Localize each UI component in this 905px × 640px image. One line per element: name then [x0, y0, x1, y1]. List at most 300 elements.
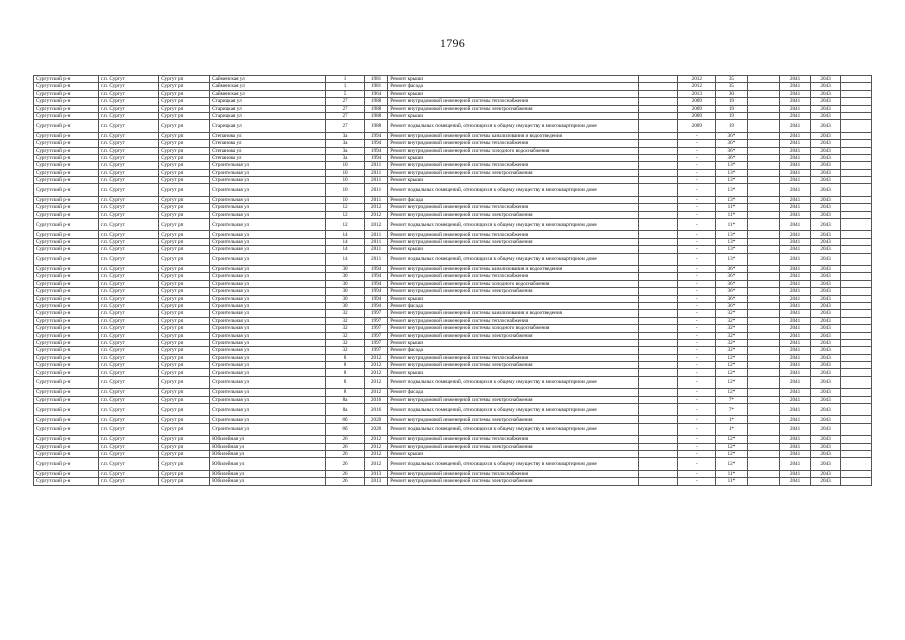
empty-cell	[841, 376, 872, 388]
house-number-cell: 30	[326, 273, 365, 280]
work-type-cell: Ремонт внутридомовой инженерной системы электроснабжения	[388, 105, 638, 112]
settlement-cell: г.п. Сургут	[99, 389, 159, 396]
settlement-cell: г.п. Сургут	[99, 354, 159, 361]
empty-cell	[841, 90, 872, 97]
district-cell: Сургутский р-н	[34, 211, 99, 218]
year-built-cell: 1981	[364, 83, 387, 90]
period-start-cell: 2041	[780, 169, 811, 176]
period-end-cell: 2043	[810, 140, 841, 147]
settlement-cell: г.п. Сургут	[99, 211, 159, 218]
wear-years-cell: 12*	[716, 443, 748, 450]
year-built-cell: 2016	[364, 396, 387, 403]
empty-cell	[841, 132, 872, 139]
street-cell: Строительная ул	[210, 295, 326, 302]
district-cell: Сургутский р-н	[34, 362, 99, 369]
work-type-cell: Ремонт крыши	[388, 154, 638, 161]
house-number-cell: 26	[326, 450, 365, 457]
district-cell: Сургутский р-н	[34, 154, 99, 161]
house-number-cell: 30	[326, 265, 365, 272]
street-cell: Сайменская ул	[210, 76, 326, 83]
empty-cell	[841, 332, 872, 339]
work-type-cell: Ремонт внутридомовой инженерной системы электроснабжения	[388, 396, 638, 403]
district-cell: Сургутский р-н	[34, 396, 99, 403]
empty-cell	[747, 120, 780, 132]
street-cell: Строительная ул	[210, 389, 326, 396]
empty-cell	[638, 396, 678, 403]
period-end-cell: 2043	[810, 169, 841, 176]
house-number-cell: 3а	[326, 132, 365, 139]
wear-years-cell: 12*	[716, 376, 748, 388]
street-cell: Строительная ул	[210, 339, 326, 346]
table-row	[34, 204, 872, 211]
locality-cell: Сургут рп	[159, 231, 210, 238]
house-number-cell: 32	[326, 332, 365, 339]
last-repair-year-cell: -	[678, 231, 716, 238]
year-built-cell: 2012	[364, 389, 387, 396]
work-type-cell: Ремонт внутридомовой инженерной системы теплоснабжения	[388, 317, 638, 324]
settlement-cell: г.п. Сургут	[99, 280, 159, 287]
period-start-cell: 2041	[780, 154, 811, 161]
empty-cell	[747, 246, 780, 253]
empty-cell	[841, 238, 872, 245]
period-start-cell: 2041	[780, 238, 811, 245]
period-end-cell: 2043	[810, 112, 841, 119]
last-repair-year-cell: -	[678, 162, 716, 169]
empty-cell	[747, 132, 780, 139]
street-cell: Юбилейная ул	[210, 436, 326, 443]
period-end-cell: 2043	[810, 317, 841, 324]
empty-cell	[747, 396, 780, 403]
wear-years-cell: 36*	[716, 280, 748, 287]
year-built-cell: 2012	[364, 443, 387, 450]
empty-cell	[747, 204, 780, 211]
period-end-cell: 2043	[810, 389, 841, 396]
wear-years-cell: 7*	[716, 396, 748, 403]
street-cell: Строительная ул	[210, 184, 326, 196]
wear-years-cell: 36*	[716, 154, 748, 161]
empty-cell	[747, 196, 780, 203]
street-cell: Степанова ул	[210, 147, 326, 154]
empty-cell	[747, 280, 780, 287]
empty-cell	[841, 450, 872, 457]
settlement-cell: г.п. Сургут	[99, 317, 159, 324]
empty-cell	[841, 83, 872, 90]
empty-cell	[747, 90, 780, 97]
table-row	[34, 280, 872, 287]
period-end-cell: 2043	[810, 132, 841, 139]
locality-cell: Сургут рп	[159, 169, 210, 176]
locality-cell: Сургут рп	[159, 416, 210, 423]
settlement-cell: г.п. Сургут	[99, 325, 159, 332]
wear-years-cell: 12*	[716, 436, 748, 443]
street-cell: Строительная ул	[210, 246, 326, 253]
period-end-cell: 2043	[810, 90, 841, 97]
empty-cell	[841, 288, 872, 295]
empty-cell	[747, 423, 780, 435]
table-row	[34, 332, 872, 339]
house-number-cell: 32	[326, 325, 365, 332]
locality-cell: Сургут рп	[159, 204, 210, 211]
last-repair-year-cell: -	[678, 376, 716, 388]
locality-cell: Сургут рп	[159, 253, 210, 265]
work-type-cell: Ремонт внутридомовой инженерной системы теплоснабжения	[388, 140, 638, 147]
empty-cell	[841, 219, 872, 231]
district-cell: Сургутский р-н	[34, 339, 99, 346]
period-start-cell: 2041	[780, 204, 811, 211]
table-row	[34, 196, 872, 203]
wear-years-cell: 11*	[716, 219, 748, 231]
year-built-cell: 2012	[364, 369, 387, 376]
house-number-cell: 10	[326, 162, 365, 169]
empty-cell	[841, 396, 872, 403]
street-cell: Строительная ул	[210, 404, 326, 416]
district-cell: Сургутский р-н	[34, 265, 99, 272]
work-type-cell: Ремонт подвальных помещений, относящихся к общему имуществу в многоквартирном доме	[388, 458, 638, 470]
wear-years-cell: 19	[716, 120, 748, 132]
last-repair-year-cell: -	[678, 177, 716, 184]
house-number-cell: 8	[326, 354, 365, 361]
period-start-cell: 2041	[780, 423, 811, 435]
period-end-cell: 2043	[810, 231, 841, 238]
empty-cell	[841, 354, 872, 361]
wear-years-cell: 32*	[716, 339, 748, 346]
district-cell: Сургутский р-н	[34, 376, 99, 388]
empty-cell	[638, 317, 678, 324]
settlement-cell: г.п. Сургут	[99, 273, 159, 280]
year-built-cell: 2011	[364, 169, 387, 176]
period-end-cell: 2043	[810, 204, 841, 211]
locality-cell: Сургут рп	[159, 478, 210, 485]
year-built-cell: 1997	[364, 317, 387, 324]
district-cell: Сургутский р-н	[34, 436, 99, 443]
wear-years-cell: 32*	[716, 332, 748, 339]
district-cell: Сургутский р-н	[34, 458, 99, 470]
street-cell: Юбилейная ул	[210, 478, 326, 485]
work-type-cell: Ремонт внутридомовой инженерной системы канализования и водоотведения	[388, 265, 638, 272]
period-end-cell: 2043	[810, 339, 841, 346]
district-cell: Сургутский р-н	[34, 478, 99, 485]
street-cell: Старицкая ул	[210, 112, 326, 119]
locality-cell: Сургут рп	[159, 389, 210, 396]
table-row	[34, 396, 872, 403]
period-start-cell: 2041	[780, 450, 811, 457]
street-cell: Юбилейная ул	[210, 450, 326, 457]
empty-cell	[638, 470, 678, 477]
district-cell: Сургутский р-н	[34, 184, 99, 196]
house-number-cell: 14	[326, 231, 365, 238]
empty-cell	[747, 154, 780, 161]
wear-years-cell: 13*	[716, 246, 748, 253]
district-cell: Сургутский р-н	[34, 332, 99, 339]
work-type-cell: Ремонт внутридомовой инженерной системы теплоснабжения	[388, 204, 638, 211]
settlement-cell: г.п. Сургут	[99, 362, 159, 369]
settlement-cell: г.п. Сургут	[99, 83, 159, 90]
period-end-cell: 2043	[810, 154, 841, 161]
settlement-cell: г.п. Сургут	[99, 132, 159, 139]
last-repair-year-cell: 2009	[678, 112, 716, 119]
table-row	[34, 162, 872, 169]
empty-cell	[638, 332, 678, 339]
locality-cell: Сургут рп	[159, 325, 210, 332]
district-cell: Сургутский р-н	[34, 132, 99, 139]
empty-cell	[747, 404, 780, 416]
empty-cell	[841, 404, 872, 416]
last-repair-year-cell: -	[678, 211, 716, 218]
locality-cell: Сургут рп	[159, 196, 210, 203]
last-repair-year-cell: -	[678, 450, 716, 457]
empty-cell	[638, 273, 678, 280]
locality-cell: Сургут рп	[159, 347, 210, 354]
house-number-cell: 27	[326, 105, 365, 112]
empty-cell	[841, 265, 872, 272]
page-number: 1796	[439, 36, 466, 50]
empty-cell	[747, 458, 780, 470]
empty-cell	[841, 416, 872, 423]
district-cell: Сургутский р-н	[34, 347, 99, 354]
locality-cell: Сургут рп	[159, 83, 210, 90]
last-repair-year-cell: -	[678, 169, 716, 176]
street-cell: Строительная ул	[210, 280, 326, 287]
wear-years-cell: 36*	[716, 302, 748, 309]
last-repair-year-cell: -	[678, 362, 716, 369]
wear-years-cell: 19	[716, 98, 748, 105]
year-built-cell: 1988	[364, 98, 387, 105]
locality-cell: Сургут рп	[159, 332, 210, 339]
district-cell: Сургутский р-н	[34, 105, 99, 112]
settlement-cell: г.п. Сургут	[99, 98, 159, 105]
locality-cell: Сургут рп	[159, 246, 210, 253]
empty-cell	[638, 423, 678, 435]
settlement-cell: г.п. Сургут	[99, 120, 159, 132]
work-type-cell: Ремонт подвальных помещений, относящихся к общему имуществу в многоквартирном доме	[388, 219, 638, 231]
house-number-cell: 1	[326, 76, 365, 83]
district-cell: Сургутский р-н	[34, 238, 99, 245]
empty-cell	[841, 169, 872, 176]
settlement-cell: г.п. Сургут	[99, 436, 159, 443]
year-built-cell: 1997	[364, 325, 387, 332]
locality-cell: Сургут рп	[159, 154, 210, 161]
street-cell: Старицкая ул	[210, 105, 326, 112]
wear-years-cell: 32*	[716, 347, 748, 354]
period-end-cell: 2043	[810, 120, 841, 132]
table-row	[34, 120, 872, 132]
house-number-cell: 10	[326, 196, 365, 203]
year-built-cell: 2012	[364, 211, 387, 218]
street-cell: Степанова ул	[210, 132, 326, 139]
year-built-cell: 1994	[364, 302, 387, 309]
locality-cell: Сургут рп	[159, 396, 210, 403]
empty-cell	[638, 140, 678, 147]
empty-cell	[747, 162, 780, 169]
year-built-cell: 1988	[364, 120, 387, 132]
work-type-cell: Ремонт крыши	[388, 246, 638, 253]
wear-years-cell: 36*	[716, 140, 748, 147]
work-type-cell: Ремонт внутридомовой инженерной системы теплоснабжения	[388, 162, 638, 169]
table-row	[34, 404, 872, 416]
empty-cell	[747, 83, 780, 90]
last-repair-year-cell: -	[678, 396, 716, 403]
year-built-cell: 2011	[364, 184, 387, 196]
locality-cell: Сургут рп	[159, 76, 210, 83]
table-row	[34, 132, 872, 139]
work-type-cell: Ремонт подвальных помещений, относящихся к общему имуществу в многоквартирном доме	[388, 404, 638, 416]
house-number-cell: 8б	[326, 423, 365, 435]
table-row	[34, 354, 872, 361]
table-row	[34, 184, 872, 196]
wear-years-cell: 13*	[716, 196, 748, 203]
settlement-cell: г.п. Сургут	[99, 253, 159, 265]
empty-cell	[638, 339, 678, 346]
empty-cell	[638, 354, 678, 361]
empty-cell	[841, 231, 872, 238]
period-start-cell: 2041	[780, 76, 811, 83]
empty-cell	[747, 147, 780, 154]
house-number-cell: 3а	[326, 140, 365, 147]
locality-cell: Сургут рп	[159, 436, 210, 443]
empty-cell	[841, 76, 872, 83]
street-cell: Строительная ул	[210, 253, 326, 265]
wear-years-cell: 36*	[716, 295, 748, 302]
locality-cell: Сургут рп	[159, 105, 210, 112]
settlement-cell: г.п. Сургут	[99, 310, 159, 317]
work-type-cell: Ремонт внутридомовой инженерной системы теплоснабжения	[388, 354, 638, 361]
empty-cell	[747, 98, 780, 105]
empty-cell	[638, 147, 678, 154]
district-cell: Сургутский р-н	[34, 169, 99, 176]
last-repair-year-cell: -	[678, 184, 716, 196]
empty-cell	[638, 246, 678, 253]
street-cell: Строительная ул	[210, 238, 326, 245]
house-number-cell: 32	[326, 310, 365, 317]
empty-cell	[841, 369, 872, 376]
district-cell: Сургутский р-н	[34, 288, 99, 295]
settlement-cell: г.п. Сургут	[99, 177, 159, 184]
work-type-cell: Ремонт крыши	[388, 90, 638, 97]
house-number-cell: 12	[326, 204, 365, 211]
locality-cell: Сургут рп	[159, 470, 210, 477]
period-end-cell: 2043	[810, 369, 841, 376]
table-row	[34, 154, 872, 161]
empty-cell	[841, 162, 872, 169]
empty-cell	[638, 90, 678, 97]
settlement-cell: г.п. Сургут	[99, 443, 159, 450]
last-repair-year-cell: -	[678, 196, 716, 203]
empty-cell	[841, 105, 872, 112]
period-end-cell: 2043	[810, 354, 841, 361]
empty-cell	[638, 196, 678, 203]
table-row	[34, 140, 872, 147]
table-row	[34, 112, 872, 119]
table-row	[34, 317, 872, 324]
locality-cell: Сургут рп	[159, 458, 210, 470]
district-cell: Сургутский р-н	[34, 310, 99, 317]
last-repair-year-cell: -	[678, 339, 716, 346]
last-repair-year-cell: -	[678, 140, 716, 147]
table-row	[34, 362, 872, 369]
street-cell: Юбилейная ул	[210, 470, 326, 477]
period-start-cell: 2041	[780, 288, 811, 295]
year-built-cell: 2020	[364, 416, 387, 423]
period-start-cell: 2041	[780, 211, 811, 218]
street-cell: Строительная ул	[210, 347, 326, 354]
empty-cell	[747, 302, 780, 309]
wear-years-cell: 36*	[716, 265, 748, 272]
locality-cell: Сургут рп	[159, 369, 210, 376]
empty-cell	[747, 76, 780, 83]
locality-cell: Сургут рп	[159, 120, 210, 132]
wear-years-cell: 32*	[716, 325, 748, 332]
table-row	[34, 470, 872, 477]
house-number-cell: 14	[326, 253, 365, 265]
district-cell: Сургутский р-н	[34, 416, 99, 423]
table-row	[34, 219, 872, 231]
period-start-cell: 2041	[780, 140, 811, 147]
house-number-cell: 8	[326, 389, 365, 396]
empty-cell	[747, 211, 780, 218]
house-number-cell: 10	[326, 169, 365, 176]
empty-cell	[841, 423, 872, 435]
period-start-cell: 2041	[780, 404, 811, 416]
house-number-cell: 12	[326, 211, 365, 218]
house-number-cell: 27	[326, 112, 365, 119]
last-repair-year-cell: -	[678, 478, 716, 485]
empty-cell	[747, 369, 780, 376]
house-number-cell: 1	[326, 83, 365, 90]
period-end-cell: 2043	[810, 423, 841, 435]
house-number-cell: 12	[326, 219, 365, 231]
last-repair-year-cell: -	[678, 253, 716, 265]
street-cell: Строительная ул	[210, 211, 326, 218]
empty-cell	[841, 436, 872, 443]
work-type-cell: Ремонт внутридомовой инженерной системы электроснабжения	[388, 238, 638, 245]
work-type-cell: Ремонт внутридомовой инженерной системы электроснабжения	[388, 211, 638, 218]
period-end-cell: 2043	[810, 147, 841, 154]
work-type-cell: Ремонт внутридомовой инженерной системы электроснабжения	[388, 416, 638, 423]
period-end-cell: 2043	[810, 443, 841, 450]
period-start-cell: 2041	[780, 265, 811, 272]
street-cell: Юбилейная ул	[210, 458, 326, 470]
empty-cell	[747, 295, 780, 302]
table-row	[34, 458, 872, 470]
period-start-cell: 2041	[780, 273, 811, 280]
house-number-cell: 14	[326, 246, 365, 253]
work-type-cell: Ремонт внутридомовой инженерной системы электроснабжения	[388, 362, 638, 369]
work-type-cell: Ремонт подвальных помещений, относящихся к общему имуществу в многоквартирном доме	[388, 253, 638, 265]
settlement-cell: г.п. Сургут	[99, 112, 159, 119]
settlement-cell: г.п. Сургут	[99, 231, 159, 238]
work-type-cell: Ремонт внутридомовой инженерной системы теплоснабжения	[388, 231, 638, 238]
locality-cell: Сургут рп	[159, 273, 210, 280]
empty-cell	[638, 76, 678, 83]
locality-cell: Сургут рп	[159, 184, 210, 196]
work-type-cell: Ремонт крыши	[388, 112, 638, 119]
wear-years-cell: 1*	[716, 416, 748, 423]
year-built-cell: 2011	[364, 196, 387, 203]
period-start-cell: 2041	[780, 302, 811, 309]
settlement-cell: г.п. Сургут	[99, 196, 159, 203]
table-row	[34, 339, 872, 346]
house-number-cell: 32	[326, 347, 365, 354]
table-row	[34, 246, 872, 253]
last-repair-year-cell: -	[678, 443, 716, 450]
wear-years-cell: 11*	[716, 470, 748, 477]
empty-cell	[841, 184, 872, 196]
district-cell: Сургутский р-н	[34, 273, 99, 280]
empty-cell	[841, 98, 872, 105]
street-cell: Старицкая ул	[210, 98, 326, 105]
settlement-cell: г.п. Сургут	[99, 347, 159, 354]
settlement-cell: г.п. Сургут	[99, 450, 159, 457]
